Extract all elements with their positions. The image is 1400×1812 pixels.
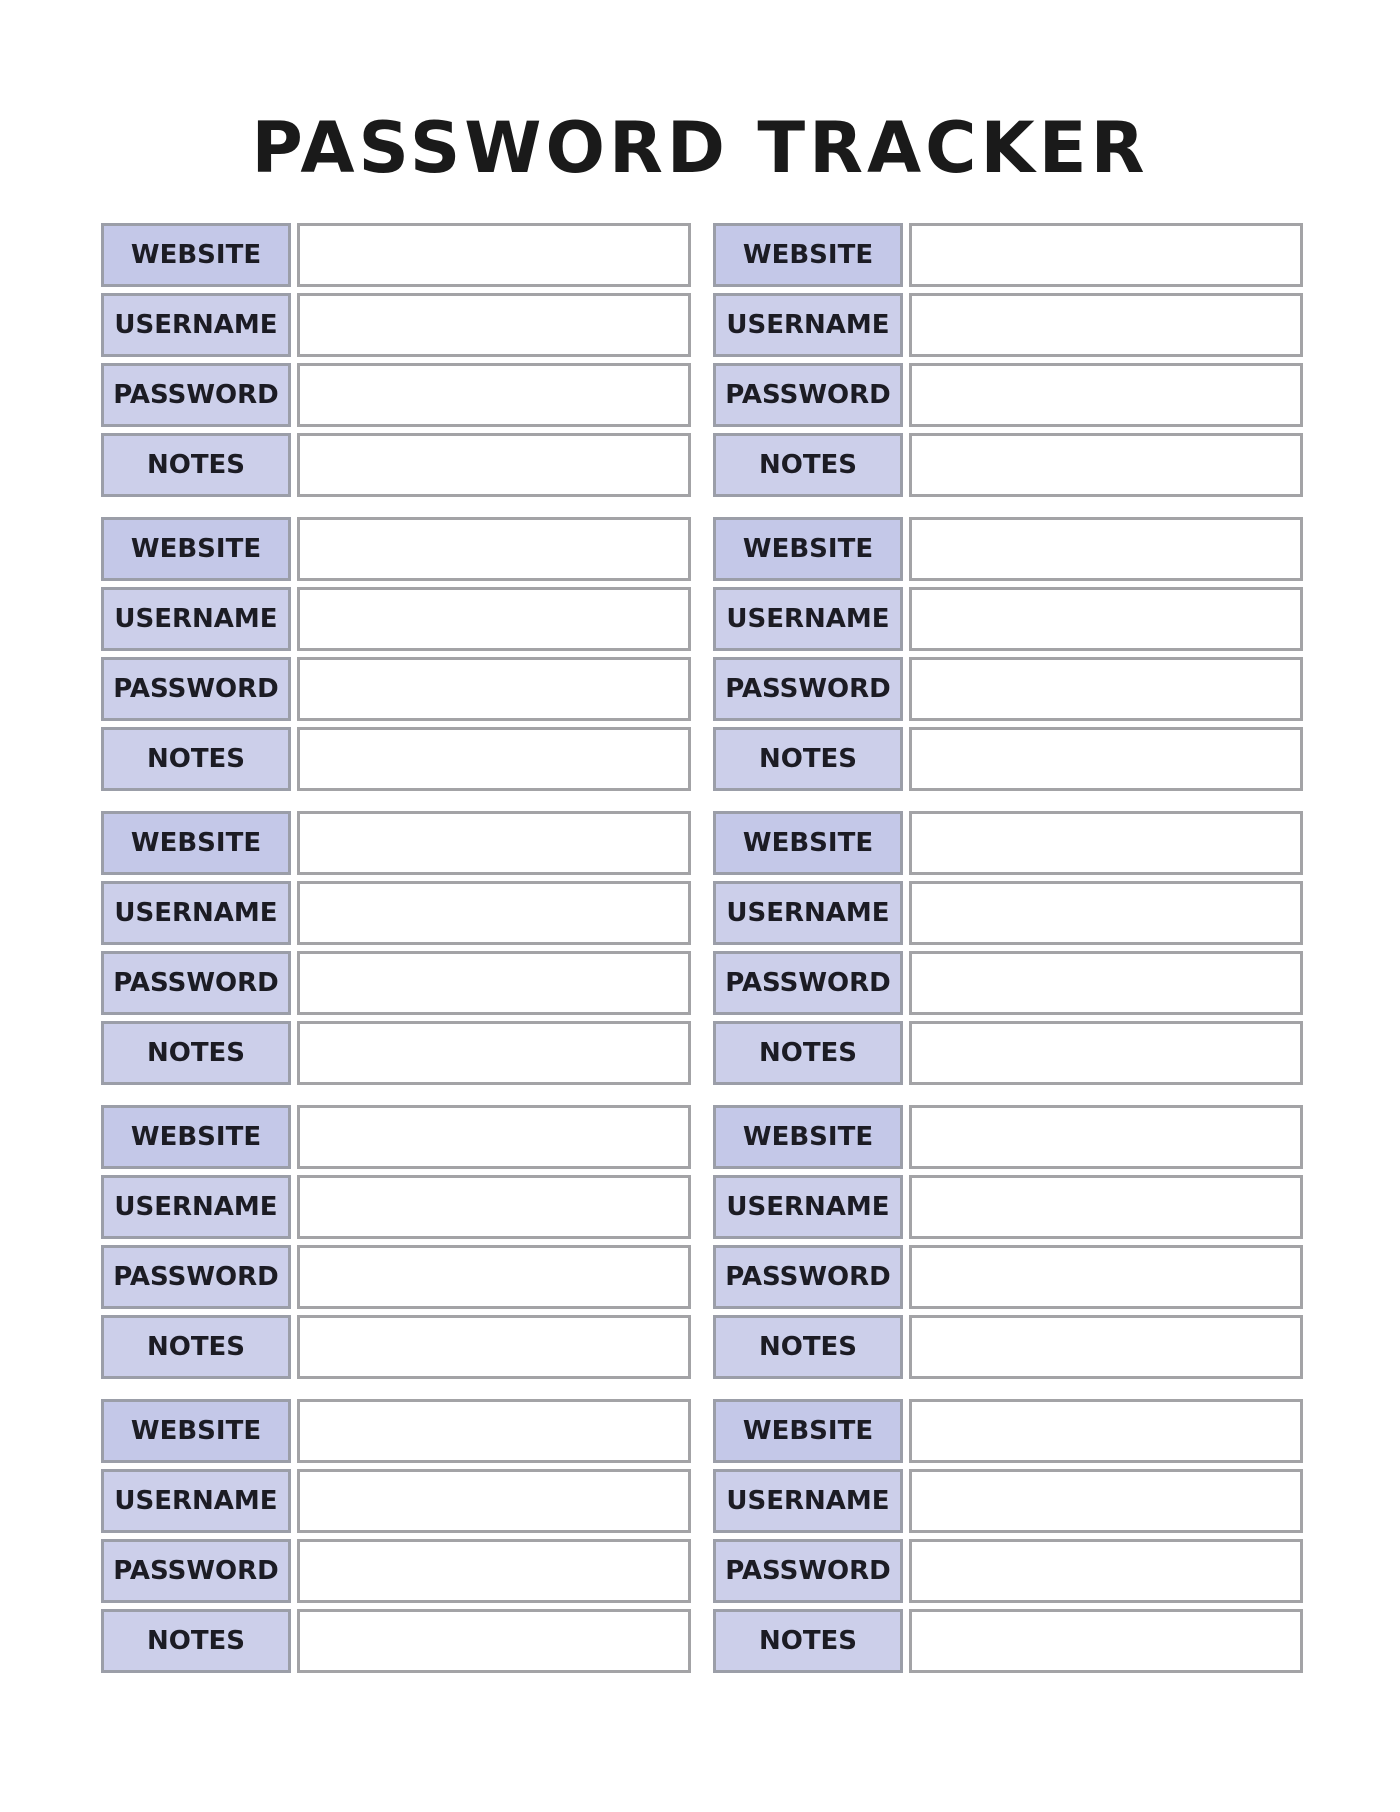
username-label: USERNAME bbox=[713, 1175, 903, 1239]
entry-card bbox=[713, 1105, 1303, 1379]
entry-card bbox=[101, 223, 691, 497]
username-row bbox=[713, 1175, 1303, 1239]
password-field[interactable] bbox=[909, 657, 1303, 721]
username-row bbox=[713, 1469, 1303, 1533]
website-label: WEBSITE bbox=[101, 1105, 291, 1169]
website-field[interactable] bbox=[909, 517, 1303, 581]
entry-card bbox=[101, 517, 691, 791]
website-label: WEBSITE bbox=[101, 1399, 291, 1463]
password-field[interactable] bbox=[297, 951, 691, 1015]
password-field[interactable] bbox=[297, 657, 691, 721]
website-row bbox=[713, 1105, 1303, 1169]
notes-field[interactable] bbox=[909, 433, 1303, 497]
password-label: PASSWORD bbox=[713, 1539, 903, 1603]
notes-field[interactable] bbox=[909, 1315, 1303, 1379]
website-label: WEBSITE bbox=[101, 811, 291, 875]
website-row bbox=[101, 1105, 691, 1169]
website-row bbox=[101, 517, 691, 581]
password-label: PASSWORD bbox=[101, 1539, 291, 1603]
username-label: USERNAME bbox=[101, 293, 291, 357]
password-field[interactable] bbox=[297, 363, 691, 427]
username-label: USERNAME bbox=[713, 587, 903, 651]
entry-card bbox=[101, 1105, 691, 1379]
username-field[interactable] bbox=[297, 881, 691, 945]
website-row bbox=[101, 1399, 691, 1463]
password-row bbox=[713, 657, 1303, 721]
entry-card bbox=[713, 223, 1303, 497]
password-row bbox=[713, 951, 1303, 1015]
website-label: WEBSITE bbox=[101, 517, 291, 581]
password-field[interactable] bbox=[909, 363, 1303, 427]
password-label: PASSWORD bbox=[101, 1245, 291, 1309]
username-field[interactable] bbox=[297, 293, 691, 357]
notes-label: NOTES bbox=[713, 1021, 903, 1085]
password-field[interactable] bbox=[909, 1539, 1303, 1603]
password-label: PASSWORD bbox=[101, 363, 291, 427]
notes-row bbox=[713, 1609, 1303, 1673]
website-label: WEBSITE bbox=[101, 223, 291, 287]
username-field[interactable] bbox=[909, 1469, 1303, 1533]
notes-field[interactable] bbox=[297, 1315, 691, 1379]
username-row bbox=[101, 881, 691, 945]
website-row bbox=[713, 811, 1303, 875]
entry-card bbox=[713, 517, 1303, 791]
username-label: USERNAME bbox=[713, 293, 903, 357]
notes-label: NOTES bbox=[713, 727, 903, 791]
notes-field[interactable] bbox=[909, 727, 1303, 791]
website-row bbox=[713, 223, 1303, 287]
page-title: PASSWORD TRACKER bbox=[251, 107, 1149, 189]
website-field[interactable] bbox=[297, 1105, 691, 1169]
username-label: USERNAME bbox=[713, 1469, 903, 1533]
website-row bbox=[713, 1399, 1303, 1463]
notes-row bbox=[101, 433, 691, 497]
website-field[interactable] bbox=[909, 223, 1303, 287]
website-label: WEBSITE bbox=[713, 517, 903, 581]
username-row bbox=[713, 293, 1303, 357]
notes-row bbox=[101, 727, 691, 791]
password-row bbox=[713, 363, 1303, 427]
username-row bbox=[101, 293, 691, 357]
notes-field[interactable] bbox=[909, 1021, 1303, 1085]
notes-label: NOTES bbox=[101, 1021, 291, 1085]
website-field[interactable] bbox=[297, 223, 691, 287]
password-row bbox=[713, 1539, 1303, 1603]
username-label: USERNAME bbox=[101, 587, 291, 651]
password-label: PASSWORD bbox=[713, 951, 903, 1015]
password-row bbox=[101, 1245, 691, 1309]
password-label: PASSWORD bbox=[713, 1245, 903, 1309]
notes-label: NOTES bbox=[101, 1609, 291, 1673]
notes-row bbox=[713, 1315, 1303, 1379]
notes-field[interactable] bbox=[297, 727, 691, 791]
notes-row bbox=[713, 727, 1303, 791]
notes-row bbox=[713, 433, 1303, 497]
notes-field[interactable] bbox=[909, 1609, 1303, 1673]
website-label: WEBSITE bbox=[713, 1105, 903, 1169]
website-field[interactable] bbox=[297, 811, 691, 875]
username-row bbox=[713, 881, 1303, 945]
website-field[interactable] bbox=[909, 811, 1303, 875]
password-field[interactable] bbox=[297, 1245, 691, 1309]
website-label: WEBSITE bbox=[713, 223, 903, 287]
entry-card bbox=[101, 1399, 691, 1673]
website-field[interactable] bbox=[297, 1399, 691, 1463]
notes-label: NOTES bbox=[713, 1315, 903, 1379]
password-row bbox=[101, 363, 691, 427]
username-field[interactable] bbox=[297, 1469, 691, 1533]
notes-field[interactable] bbox=[297, 1021, 691, 1085]
entry-card bbox=[713, 811, 1303, 1085]
username-row bbox=[101, 587, 691, 651]
notes-label: NOTES bbox=[101, 433, 291, 497]
password-label: PASSWORD bbox=[101, 951, 291, 1015]
username-field[interactable] bbox=[909, 1175, 1303, 1239]
entry-grid bbox=[101, 223, 1301, 1673]
website-label: WEBSITE bbox=[713, 1399, 903, 1463]
notes-label: NOTES bbox=[713, 433, 903, 497]
password-label: PASSWORD bbox=[101, 657, 291, 721]
password-row bbox=[713, 1245, 1303, 1309]
website-row bbox=[101, 811, 691, 875]
username-label: USERNAME bbox=[713, 881, 903, 945]
notes-row bbox=[101, 1609, 691, 1673]
website-row bbox=[101, 223, 691, 287]
entry-card bbox=[101, 811, 691, 1085]
username-label: USERNAME bbox=[101, 1175, 291, 1239]
notes-field[interactable] bbox=[297, 1609, 691, 1673]
password-field[interactable] bbox=[297, 1539, 691, 1603]
password-label: PASSWORD bbox=[713, 657, 903, 721]
username-row bbox=[101, 1469, 691, 1533]
notes-row bbox=[101, 1315, 691, 1379]
password-field[interactable] bbox=[909, 1245, 1303, 1309]
notes-label: NOTES bbox=[101, 727, 291, 791]
password-row bbox=[101, 657, 691, 721]
username-row bbox=[713, 587, 1303, 651]
entry-card bbox=[713, 1399, 1303, 1673]
notes-label: NOTES bbox=[713, 1609, 903, 1673]
password-label: PASSWORD bbox=[713, 363, 903, 427]
website-row bbox=[713, 517, 1303, 581]
username-field[interactable] bbox=[909, 293, 1303, 357]
username-label: USERNAME bbox=[101, 1469, 291, 1533]
username-field[interactable] bbox=[909, 587, 1303, 651]
website-field[interactable] bbox=[297, 517, 691, 581]
website-field[interactable] bbox=[909, 1105, 1303, 1169]
notes-field[interactable] bbox=[297, 433, 691, 497]
website-field[interactable] bbox=[909, 1399, 1303, 1463]
password-field[interactable] bbox=[909, 951, 1303, 1015]
username-row bbox=[101, 1175, 691, 1239]
username-field[interactable] bbox=[297, 587, 691, 651]
username-field[interactable] bbox=[909, 881, 1303, 945]
notes-label: NOTES bbox=[101, 1315, 291, 1379]
password-row bbox=[101, 1539, 691, 1603]
notes-row bbox=[713, 1021, 1303, 1085]
website-label: WEBSITE bbox=[713, 811, 903, 875]
username-label: USERNAME bbox=[101, 881, 291, 945]
notes-row bbox=[101, 1021, 691, 1085]
username-field[interactable] bbox=[297, 1175, 691, 1239]
password-row bbox=[101, 951, 691, 1015]
